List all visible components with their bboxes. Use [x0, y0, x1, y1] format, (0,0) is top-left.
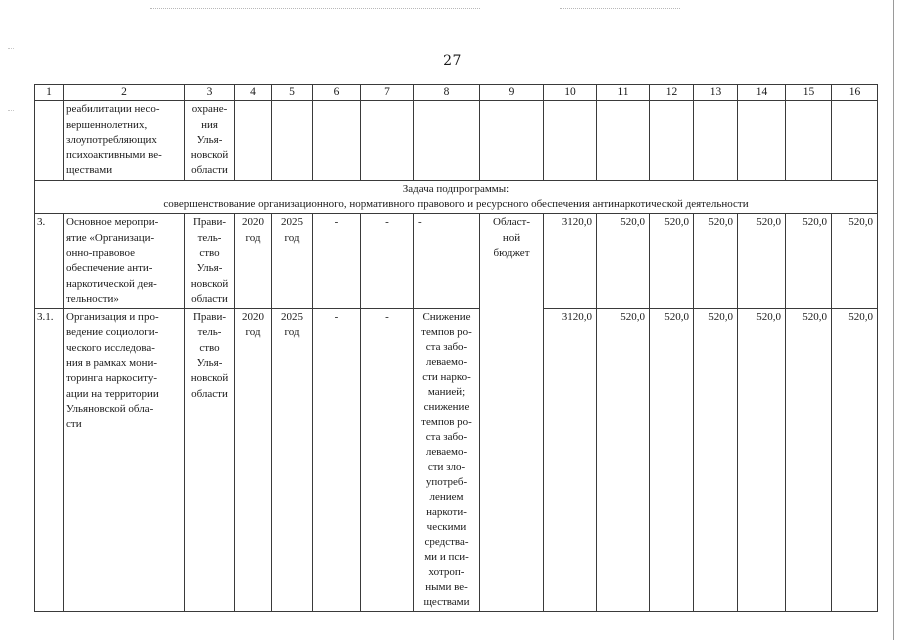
column-number: 16 — [832, 85, 878, 101]
value-cell: 520,0 — [597, 214, 650, 309]
measure-name-text: Организация и про- ведение социологи- ческого исследова- ния в рамках мони- торинга наркоситу- ации на территории Ульяновской обла- сти — [66, 311, 159, 431]
empty-cell — [313, 101, 361, 180]
column-number: 4 — [235, 85, 272, 101]
task-text: совершенствование организационного, нормативного правового и ресурсного обеспечения антинаркотической деятельности — [163, 198, 749, 211]
carry-over-row — [35, 101, 878, 180]
value-cell: 520,0 — [694, 214, 738, 309]
margin-mark — [8, 48, 14, 49]
funding-source-cell — [480, 214, 544, 612]
empty-cell — [738, 101, 786, 180]
column-number-row — [35, 85, 878, 101]
col6-cell: - — [313, 214, 361, 309]
empty-cell — [544, 101, 597, 180]
col7-cell: - — [361, 309, 414, 612]
empty-cell — [414, 101, 480, 180]
measure-name — [64, 309, 185, 612]
column-number: 1 — [35, 85, 64, 101]
column-number: 5 — [272, 85, 313, 101]
executor-text: Прави- тель- ство Улья- новской области — [190, 311, 229, 400]
empty-cell — [597, 101, 650, 180]
end-year-cell — [272, 309, 313, 612]
end-year-text: 2025 год — [281, 311, 303, 339]
empty-cell — [361, 101, 414, 180]
end-year-text: 2025 год — [281, 216, 303, 244]
column-number: 12 — [650, 85, 694, 101]
carry-over-name-text: реабилитации несо- вершеннолетних, злоупотребляющих психоактивными ве- ществами — [66, 103, 162, 177]
scan-header-line — [150, 8, 480, 10]
column-number: 7 — [361, 85, 414, 101]
measure-name-text: Основное меропри- ятие «Организаци- онно-правовое обеспечение анти- наркотической дея- тельности» — [66, 216, 159, 305]
row-number: 3. — [35, 214, 64, 309]
program-table — [34, 84, 878, 612]
column-number: 10 — [544, 85, 597, 101]
value-cell: 520,0 — [650, 214, 694, 309]
value-cell: 520,0 — [650, 309, 694, 612]
start-year-cell — [235, 214, 272, 309]
funding-source-text: Област- ной бюджет — [493, 216, 530, 259]
task-cell — [35, 180, 878, 214]
executor-cell — [185, 214, 235, 309]
value-total: 3120,0 — [544, 309, 597, 612]
start-year-text: 2020 год — [242, 216, 264, 244]
start-year-text: 2020 год — [242, 311, 264, 339]
measure-name — [64, 214, 185, 309]
column-number: 8 — [414, 85, 480, 101]
col6-cell: - — [313, 309, 361, 612]
executor-text: Прави- тель- ство Улья- новской области — [190, 216, 229, 305]
empty-cell — [786, 101, 832, 180]
page-edge — [893, 0, 894, 640]
column-number: 2 — [64, 85, 185, 101]
value-cell: 520,0 — [694, 309, 738, 612]
scan-header-line — [560, 8, 680, 10]
page-number: 27 — [443, 53, 462, 69]
empty-cell — [832, 101, 878, 180]
value-cell: 520,0 — [597, 309, 650, 612]
column-number: 3 — [185, 85, 235, 101]
task-title: Задача подпрограммы: — [402, 182, 510, 195]
table-row — [35, 214, 878, 309]
empty-cell — [480, 101, 544, 180]
empty-cell — [35, 101, 64, 180]
executor-cell — [185, 309, 235, 612]
column-number: 11 — [597, 85, 650, 101]
column-number: 14 — [738, 85, 786, 101]
value-cell: 520,0 — [738, 214, 786, 309]
end-year-cell — [272, 214, 313, 309]
value-cell: 520,0 — [786, 214, 832, 309]
start-year-cell — [235, 309, 272, 612]
table-row — [35, 309, 878, 612]
carry-over-executor-text: охране- ния Улья- новской области — [190, 103, 229, 177]
carry-over-executor — [185, 101, 235, 180]
col7-cell: - — [361, 214, 414, 309]
margin-mark — [8, 110, 14, 111]
col8-cell: - — [414, 214, 480, 309]
value-cell: 520,0 — [832, 309, 878, 612]
empty-cell — [272, 101, 313, 180]
column-number: 6 — [313, 85, 361, 101]
empty-cell — [650, 101, 694, 180]
carry-over-name — [64, 101, 185, 180]
column-number: 9 — [480, 85, 544, 101]
value-cell: 520,0 — [832, 214, 878, 309]
row-number: 3.1. — [35, 309, 64, 612]
value-cell: 520,0 — [786, 309, 832, 612]
value-total: 3120,0 — [544, 214, 597, 309]
value-cell: 520,0 — [738, 309, 786, 612]
empty-cell — [235, 101, 272, 180]
column-number: 13 — [694, 85, 738, 101]
expected-result-text: Снижение темпов ро- ста забо- леваемо- сти нарко- манией; снижение темпов ро- ста забо- леваемо- сти зло- употреб- лением наркоти- ческими средства- ми и пси- хотроп- ными ве- ществами — [421, 311, 472, 609]
task-row — [35, 180, 878, 214]
column-number: 15 — [786, 85, 832, 101]
expected-result-cell — [414, 309, 480, 612]
empty-cell — [694, 101, 738, 180]
